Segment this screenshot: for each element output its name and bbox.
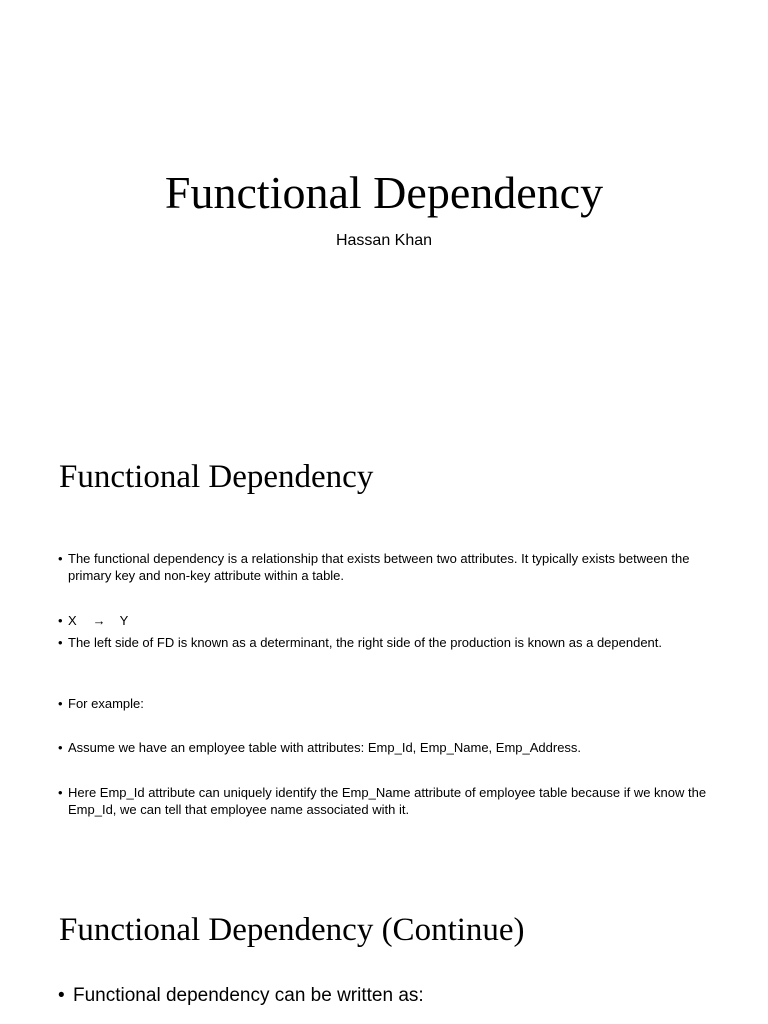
bullet-item (58, 695, 718, 712)
slide-heading: Functional Dependency (Continue) (59, 912, 525, 948)
bullet-marker: • (58, 785, 63, 800)
presentation-title: Functional Dependency (164, 167, 604, 218)
title-slide (0, 0, 768, 430)
fd-left: X (68, 613, 77, 628)
bullet-marker: • (58, 635, 63, 650)
bullet-item (58, 984, 718, 1008)
bullet-marker: • (58, 985, 65, 1006)
bullet-item (58, 550, 718, 584)
bullet-text: Here Emp_Id attribute can uniquely identify the Emp_Name attribute of employee table because if we know the Emp_Id, we can tell that employee name associated with it. (68, 785, 707, 817)
bullet-text: For example: (68, 696, 144, 711)
bullet-marker: • (58, 740, 63, 755)
bullet-marker: • (58, 613, 63, 628)
bullet-marker: • (58, 696, 63, 711)
bullet-item (58, 739, 718, 756)
bullet-marker: • (58, 551, 63, 566)
arrow-right-icon: → (92, 613, 106, 628)
bullet-item (58, 784, 718, 818)
bullet-item-fd-notation (58, 612, 718, 629)
slide-heading: Functional Dependency (59, 459, 374, 495)
bullet-text: The left side of FD is known as a determinant, the right side of the production is known as a dependent. (68, 635, 663, 650)
slide-functional-dependency-continue (0, 880, 768, 1024)
slide-functional-dependency (0, 430, 768, 880)
bullet-item (58, 634, 718, 651)
bullet-text: The functional dependency is a relationship that exists between two attributes. It typically exists between the primary key and non-key attribute within a table. (68, 551, 690, 583)
bullet-text: Assume we have an employee table with attributes: Emp_Id, Emp_Name, Emp_Address. (68, 740, 582, 755)
author-name: Hassan Khan (335, 232, 433, 249)
fd-right: Y (119, 613, 129, 628)
bullet-text: Functional dependency can be written as: (73, 985, 424, 1006)
